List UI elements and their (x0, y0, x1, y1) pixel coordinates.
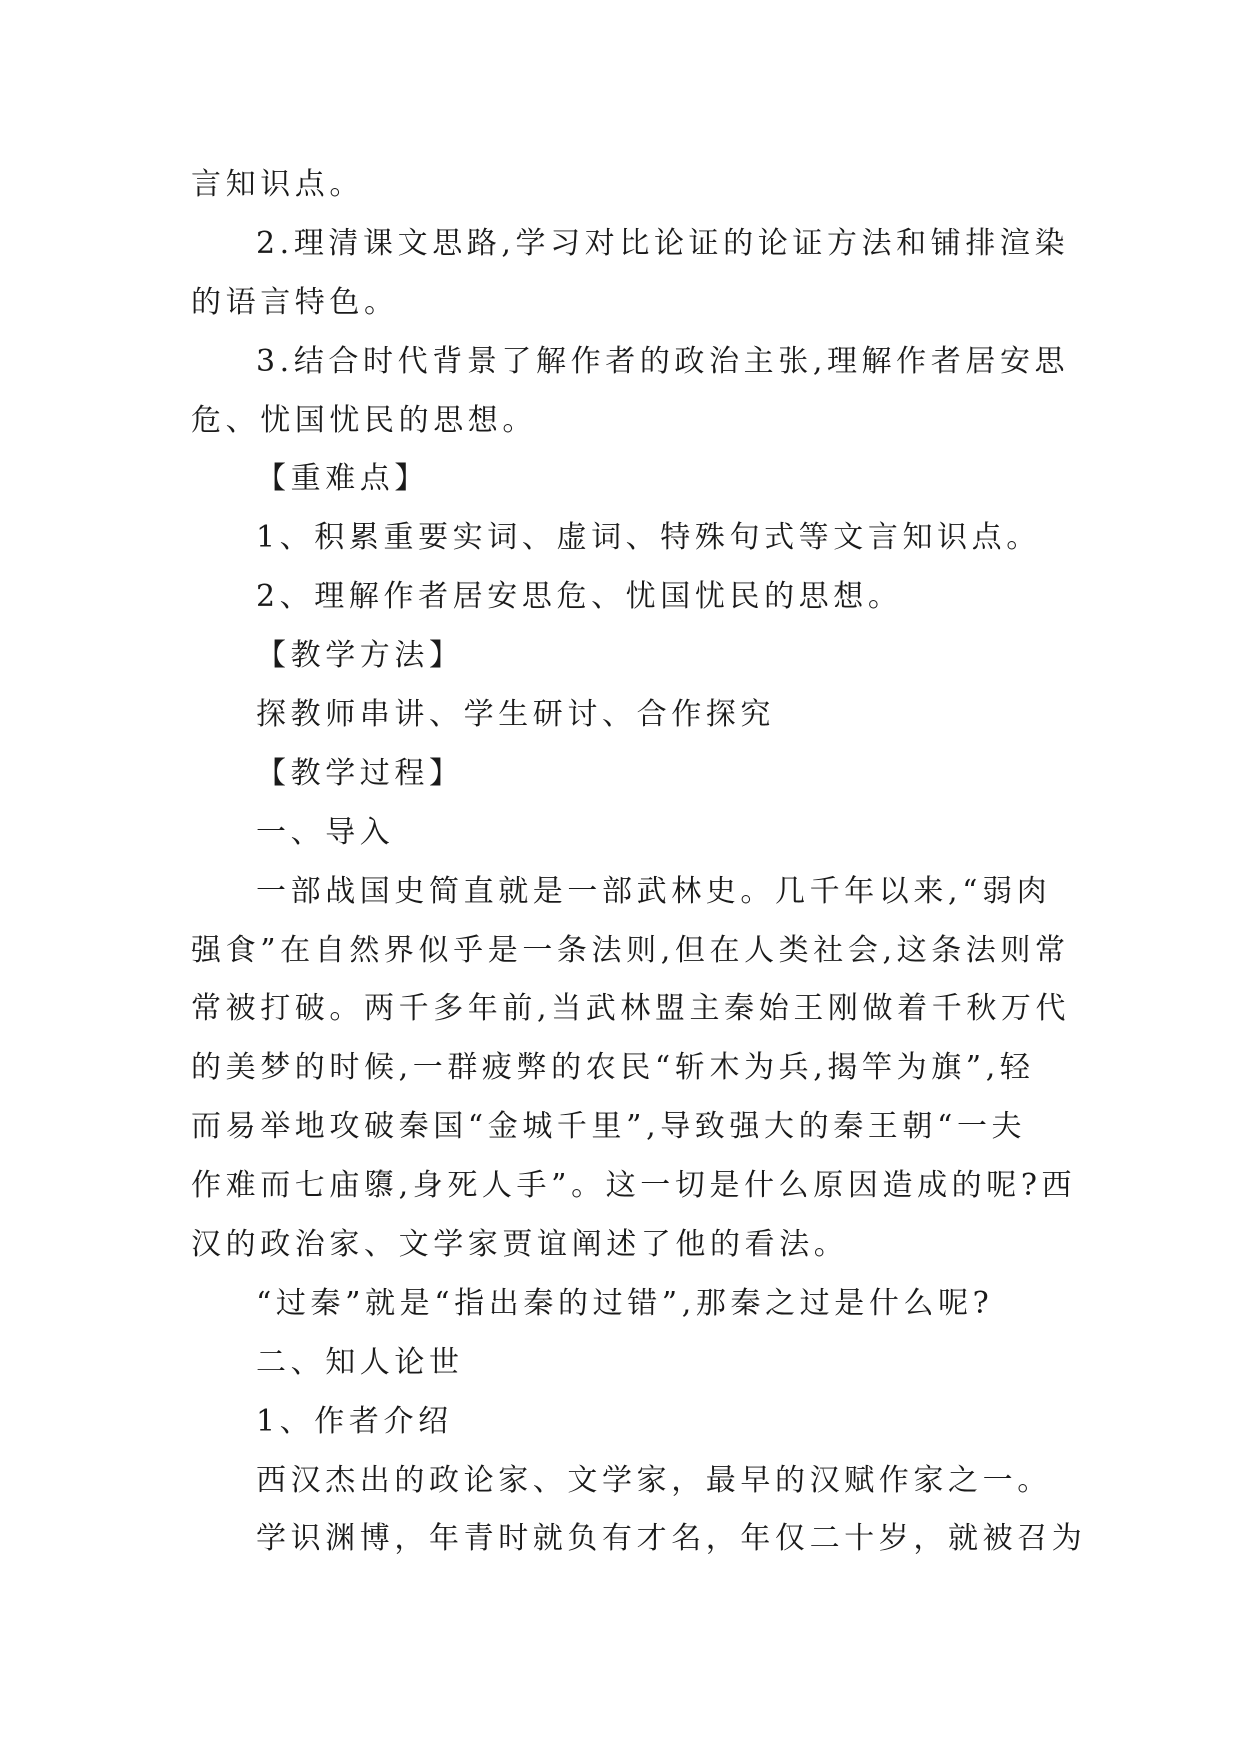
objective-item-3: 3.结合时代背景了解作者的政治主张,理解作者居安思 (256, 343, 1070, 379)
paragraph-line: 常被打破。两千多年前,当武林盟主秦始王刚做着千秋万代 (191, 991, 1071, 1027)
document-body (191, 156, 1091, 1569)
paragraph-line: 一部战国史简直就是一部武林史。几千年以来,“弱肉 (256, 873, 1052, 909)
subsection-heading-author: 1、作者介绍 (256, 1403, 453, 1439)
key-point-item-1: 1、积累重要实词、虚词、特殊句式等文言知识点。 (256, 520, 1041, 556)
paragraph-line: 学识渊博，年青时就负有才名，年仅二十岁，就被召为 (256, 1521, 1087, 1557)
paragraph-line: “过秦”就是“指出秦的过错”,那秦之过是什么呢? (256, 1285, 994, 1321)
objective-item-2: 2.理清课文思路,学习对比论证的论证方法和铺排渲染 (256, 225, 1070, 261)
section-heading-teaching-method: 【教学方法】 (256, 638, 464, 674)
teaching-method-text: 探教师串讲、学生研讨、合作探究 (256, 697, 775, 733)
paragraph-line: 而易举地攻破秦国“金城千里”,导致强大的秦王朝“一夫 (191, 1109, 1027, 1145)
section-heading-teaching-process: 【教学过程】 (256, 755, 464, 791)
text-line: 危、忧国忧民的思想。 (191, 402, 537, 438)
key-point-item-2: 2、理解作者居安思危、忧国忧民的思想。 (256, 579, 903, 615)
paragraph-line: 汉的政治家、文学家贾谊阐述了他的看法。 (191, 1227, 849, 1263)
paragraph-line: 西汉杰出的政论家、文学家，最早的汉赋作家之一。 (256, 1462, 1052, 1498)
subsection-heading-introduction: 一、导入 (256, 814, 395, 850)
text-line: 言知识点。 (191, 167, 364, 202)
paragraph-line: 的美梦的时候,一群疲弊的农民“斩木为兵,揭竿为旗”,轻 (191, 1050, 1035, 1086)
text-line: 的语言特色。 (191, 284, 399, 320)
paragraph-line: 强食”在自然界似乎是一条法则,但在人类社会,这条法则常 (191, 932, 1070, 968)
subsection-heading-background: 二、知人论世 (256, 1344, 464, 1380)
section-heading-key-points: 【重难点】 (256, 461, 429, 497)
paragraph-line: 作难而七庙隳,身死人手”。这一切是什么原因造成的呢?西 (191, 1168, 1077, 1204)
